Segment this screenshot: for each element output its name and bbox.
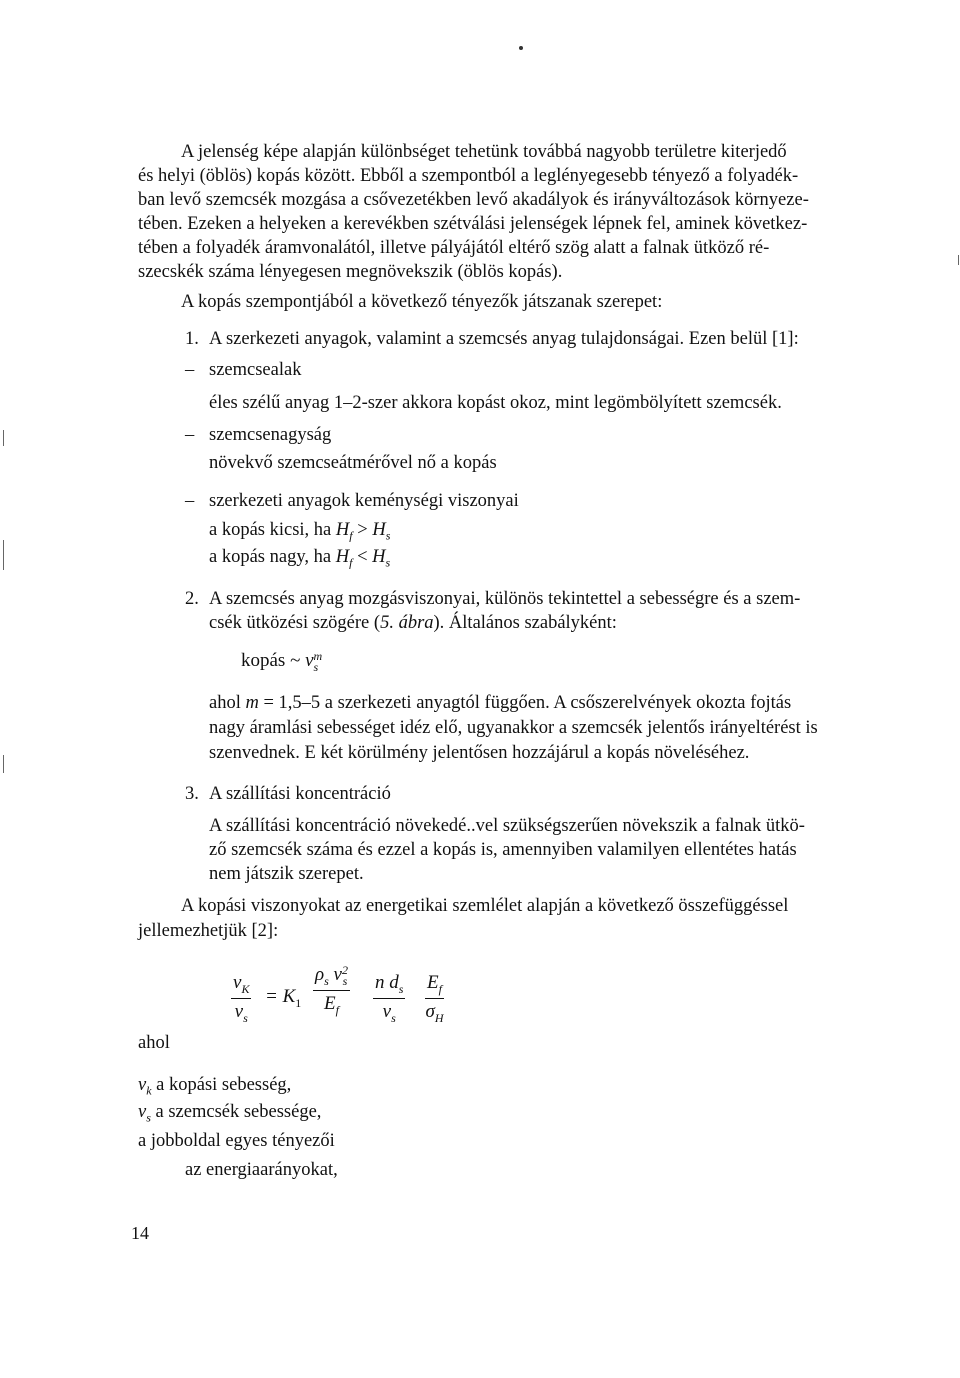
factors-intro: A kopás szempontjából a következő tényezők játszanak szerepet: — [181, 292, 663, 312]
text-line: nem játszik szerepet. — [209, 864, 364, 884]
sub-3-title: szerkezeti anyagok keménységi viszonyai — [209, 491, 519, 511]
sub-1-text: éles szélű anyag 1–2-szer akkora kopást okoz, mint legömbölyített szemcsék. — [209, 393, 782, 413]
dash: – — [185, 425, 195, 445]
wear-formula: kopás ~ v m s — [241, 648, 323, 674]
definition-vk: $v_k$ a kopási sebesség, — [138, 1075, 292, 1098]
text-line: szenvednek. E két körülmény jelentősen hozzájárul a kopás növeléséhez. — [209, 743, 750, 763]
item-1-number: 1. — [185, 329, 199, 349]
text-line: A szállítási koncentráció növekedé..vel szükségszerűen növekszik a falnak ütkö- — [209, 816, 805, 836]
fraction-frequency: $\frac{n d_s}{v_s}$ — [375, 972, 404, 1025]
dash: – — [185, 491, 195, 511]
fraction-vk-vs: $\frac{v_K}{v_s}$ — [233, 972, 250, 1025]
item-2-number: 2. — [185, 589, 199, 609]
page-number: 14 — [131, 1223, 149, 1243]
scan-speck — [958, 255, 959, 265]
sub-2-text: növekvő szemcseátmérővel nő a kopás — [209, 453, 497, 473]
hardness-condition-large: a kopás nagy, ha $H_f < H_s$ — [209, 547, 391, 570]
text-line: nagy áramlási sebességet idéz elő, ugyanakkor a szemcsék jelentős irányeltérést is — [209, 718, 818, 738]
definition-energy-ratios: az energiaarányokat, — [185, 1160, 338, 1180]
scan-speck — [3, 430, 4, 446]
text-line: és helyi (öblös) kopás között. Ebből a szempontból a leglényegesebb tényező a folyadék- — [138, 166, 799, 186]
item-1-text: A szerkezeti anyagok, valamint a szemcsés anyag tulajdonságai. Ezen belül [1]: — [209, 329, 799, 349]
definition-vs: $v_s$ a szemcsék sebessége, — [138, 1102, 322, 1125]
text-line: ban levő szemcsék mozgása a csővezetékben levő akadályok és irányváltozások környeze- — [138, 190, 809, 210]
equals-K1: = $K_1$ — [265, 986, 302, 1010]
definition-right-side: a jobboldal egyes tényezői — [138, 1131, 335, 1151]
text-line: ző szemcsék száma és ezzel a kopás is, amennyiben valamilyen ellentétes hatás — [209, 840, 797, 860]
item-3-number: 3. — [185, 784, 199, 804]
sub-1-title: szemcsealak — [209, 360, 302, 380]
ahol-label: ahol — [138, 1033, 170, 1053]
item-2-line-1: A szemcsés anyag mozgásviszonyai, különös tekintettel a sebességre és a szem- — [209, 589, 801, 609]
exponent-explanation-line: ahol m = 1,5–5 a szerkezeti anyagtól függően. A csőszerelvények okozta fojtás — [209, 693, 792, 713]
scan-speck — [3, 755, 4, 773]
text-line: jellemezhetjük [2]: — [138, 921, 279, 941]
text-line: tében. Ezeken a helyeken a kerevékben szétválási jelenségek lépnek fel, aminek következ- — [138, 214, 808, 234]
scan-speck — [519, 46, 523, 50]
item-2-line-2: csék ütközési szögére (5. ábra). Általános szabályként: — [209, 613, 617, 633]
figure-reference: 5. ábra — [380, 613, 434, 633]
fraction-energy-strength: $\frac{E_f}{\sigma_H}$ — [425, 972, 444, 1025]
dash: – — [185, 360, 195, 380]
text-line: tében a folyadék áramvonalától, illetve pályájától eltérő szög alatt a falnak ütköző ré- — [138, 238, 770, 258]
text-line: A jelenség képe alapján különbséget tehetünk továbbá nagyobb területre kiterjedő — [181, 142, 787, 162]
text-line: szecskék száma lényegesen megnövekszik (öblös kopás). — [138, 262, 563, 282]
scan-speck — [3, 540, 4, 570]
text-line: A kopási viszonyokat az energetikai szemlélet alapján a következő összefüggéssel — [181, 896, 789, 916]
sub-2-title: szemcsenagyság — [209, 425, 332, 445]
hardness-condition-small: a kopás kicsi, ha $H_f > H_s$ — [209, 520, 391, 543]
fraction-kinetic: $\rho_s$ v 2 s $E_f$ — [315, 962, 348, 1017]
item-3-title: A szállítási koncentráció — [209, 784, 391, 804]
